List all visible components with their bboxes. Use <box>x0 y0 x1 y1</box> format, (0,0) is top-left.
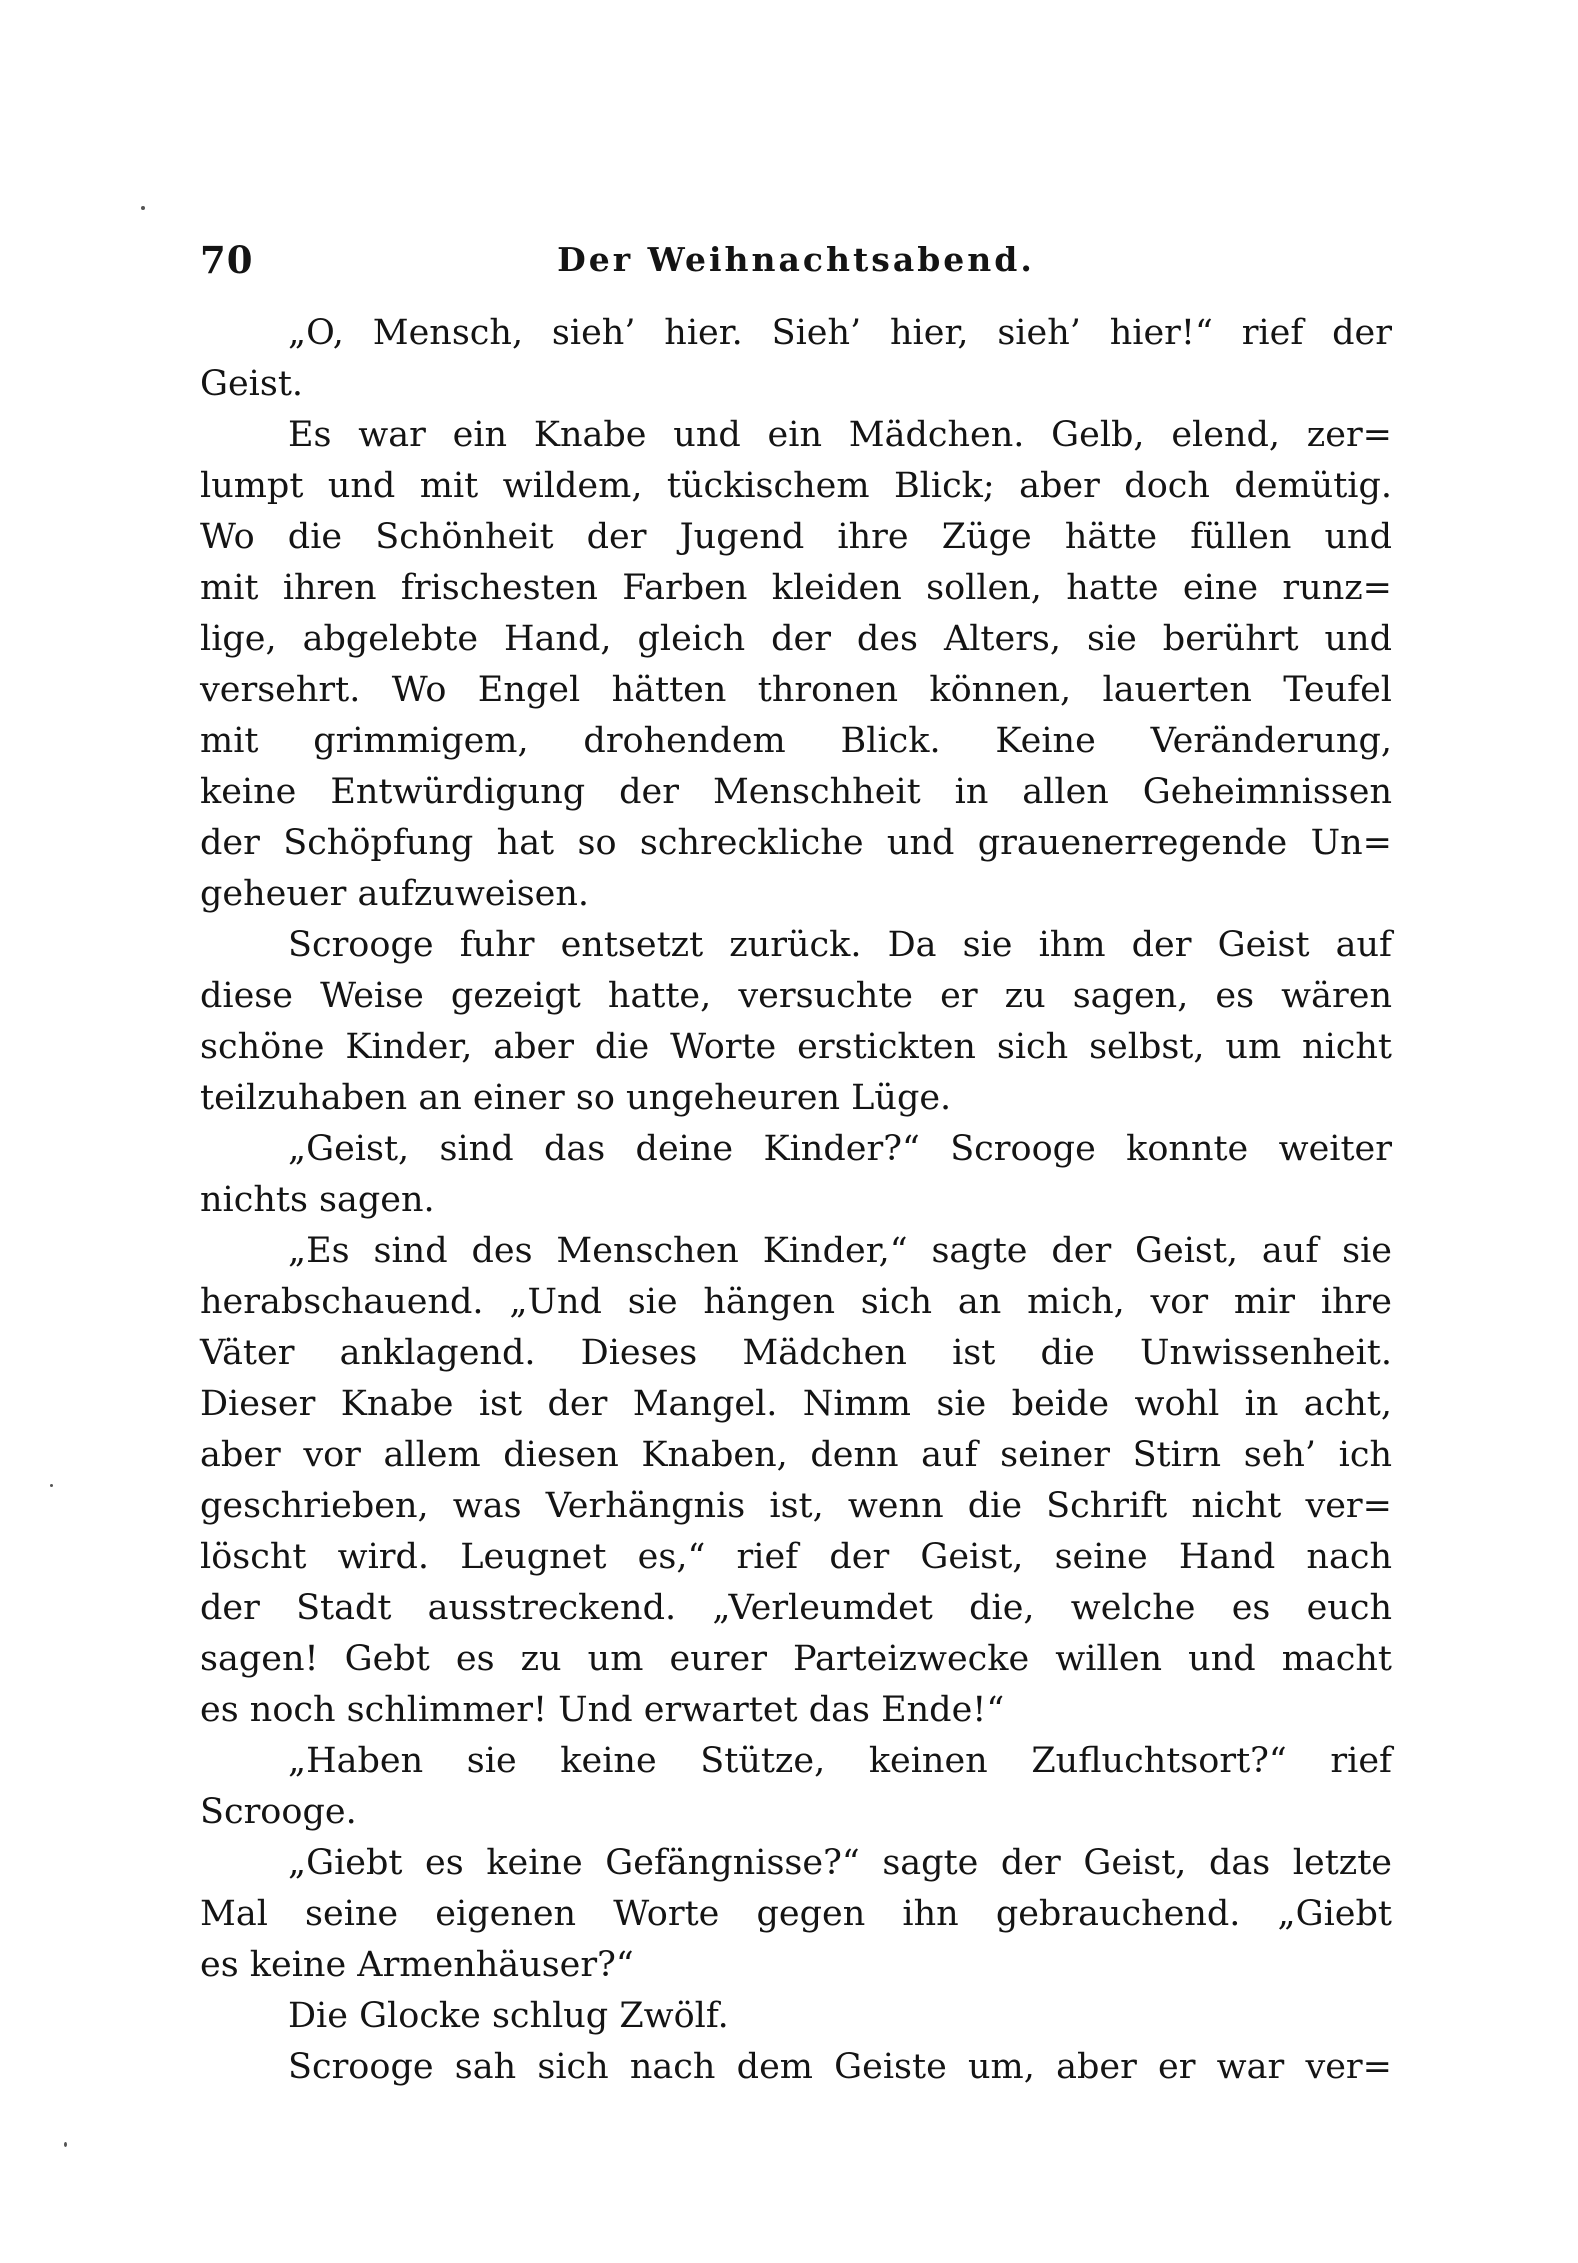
text-line: „Geist, sind das deine Kinder?“ Scrooge konnte weiter <box>288 1129 1392 1169</box>
text-line: es keine Armenhäuser?“ <box>200 1945 634 1985</box>
text-line: „Haben sie keine Stütze, keinen Zufluchtsort?“ rief <box>288 1741 1392 1781</box>
text-line: der Schöpfung hat so schreckliche und grauenerregende Un= <box>200 823 1392 863</box>
text-line: Die Glocke schlug Zwölf. <box>288 1996 729 2036</box>
text-line: diese Weise gezeigt hatte, versuchte er zu sagen, es wären <box>200 976 1392 1016</box>
paragraph <box>200 1226 1392 1736</box>
scan-speck <box>141 206 145 210</box>
text-line: sagen! Gebt es zu um eurer Parteizwecke willen und macht <box>200 1639 1392 1679</box>
text-line: nichts sagen. <box>200 1180 435 1220</box>
page-header <box>200 238 1392 282</box>
text-line: schöne Kinder, aber die Worte erstickten sich selbst, um nicht <box>200 1027 1392 1067</box>
text-line: mit grimmigem, drohendem Blick. Keine Veränderung, <box>200 721 1392 761</box>
text-line: versehrt. Wo Engel hätten thronen können, lauerten Teufel <box>200 670 1392 710</box>
text-line: „O, Mensch, sieh’ hier. Sieh’ hier, sieh’ hier!“ rief der <box>288 313 1392 353</box>
text-line: lige, abgelebte Hand, gleich der des Alters, sie berührt und <box>200 619 1392 659</box>
text-line: keine Entwürdigung der Menschheit in allen Geheimnissen <box>200 772 1392 812</box>
text-line: der Stadt ausstreckend. „Verleumdet die, welche es euch <box>200 1588 1392 1628</box>
text-line: löscht wird. Leugnet es,“ rief der Geist, seine Hand nach <box>200 1537 1392 1577</box>
paragraph <box>200 308 1392 410</box>
text-line: aber vor allem diesen Knaben, denn auf seiner Stirn seh’ ich <box>200 1435 1392 1475</box>
scan-speck <box>50 1484 53 1487</box>
paragraph <box>200 1736 1392 1838</box>
text-line: Geist. <box>200 364 304 404</box>
paragraph <box>200 2042 1392 2093</box>
paragraph <box>200 1991 1392 2042</box>
text-line: Scrooge. <box>200 1792 357 1832</box>
text-line: mit ihren frischesten Farben kleiden sollen, hatte eine runz= <box>200 568 1392 608</box>
running-title: Der Weihnachtsabend. <box>557 240 1035 279</box>
text-line: Es war ein Knabe und ein Mädchen. Gelb, elend, zer= <box>288 415 1392 455</box>
page-body <box>200 308 1392 2093</box>
paragraph <box>200 920 1392 1124</box>
text-line: Väter anklagend. Dieses Mädchen ist die Unwissenheit. <box>200 1333 1392 1373</box>
page-number: 70 <box>200 238 254 282</box>
text-line: herabschauend. „Und sie hängen sich an mich, vor mir ihre <box>200 1282 1392 1322</box>
text-line: es noch schlimmer! Und erwartet das Ende!“ <box>200 1690 1005 1730</box>
text-line: „Giebt es keine Gefängnisse?“ sagte der Geist, das letzte <box>288 1843 1392 1883</box>
scan-speck <box>64 2142 67 2147</box>
text-line: Dieser Knabe ist der Mangel. Nimm sie beide wohl in acht, <box>200 1384 1392 1424</box>
text-line: Scrooge fuhr entsetzt zurück. Da sie ihm der Geist auf <box>288 925 1392 965</box>
text-line: lumpt und mit wildem, tückischem Blick; aber doch demütig. <box>200 466 1392 506</box>
text-line: Mal seine eigenen Worte gegen ihn gebrauchend. „Giebt <box>200 1894 1392 1934</box>
text-line: Scrooge sah sich nach dem Geiste um, aber er war ver= <box>288 2047 1392 2087</box>
text-line: Wo die Schönheit der Jugend ihre Züge hätte füllen und <box>200 517 1392 557</box>
text-line: teilzuhaben an einer so ungeheuren Lüge. <box>200 1078 952 1118</box>
paragraph <box>200 1124 1392 1226</box>
paragraph <box>200 410 1392 920</box>
text-line: geschrieben, was Verhängnis ist, wenn die Schrift nicht ver= <box>200 1486 1392 1526</box>
text-line: geheuer aufzuweisen. <box>200 874 590 914</box>
paragraph <box>200 1838 1392 1991</box>
text-line: „Es sind des Menschen Kinder,“ sagte der Geist, auf sie <box>288 1231 1392 1271</box>
